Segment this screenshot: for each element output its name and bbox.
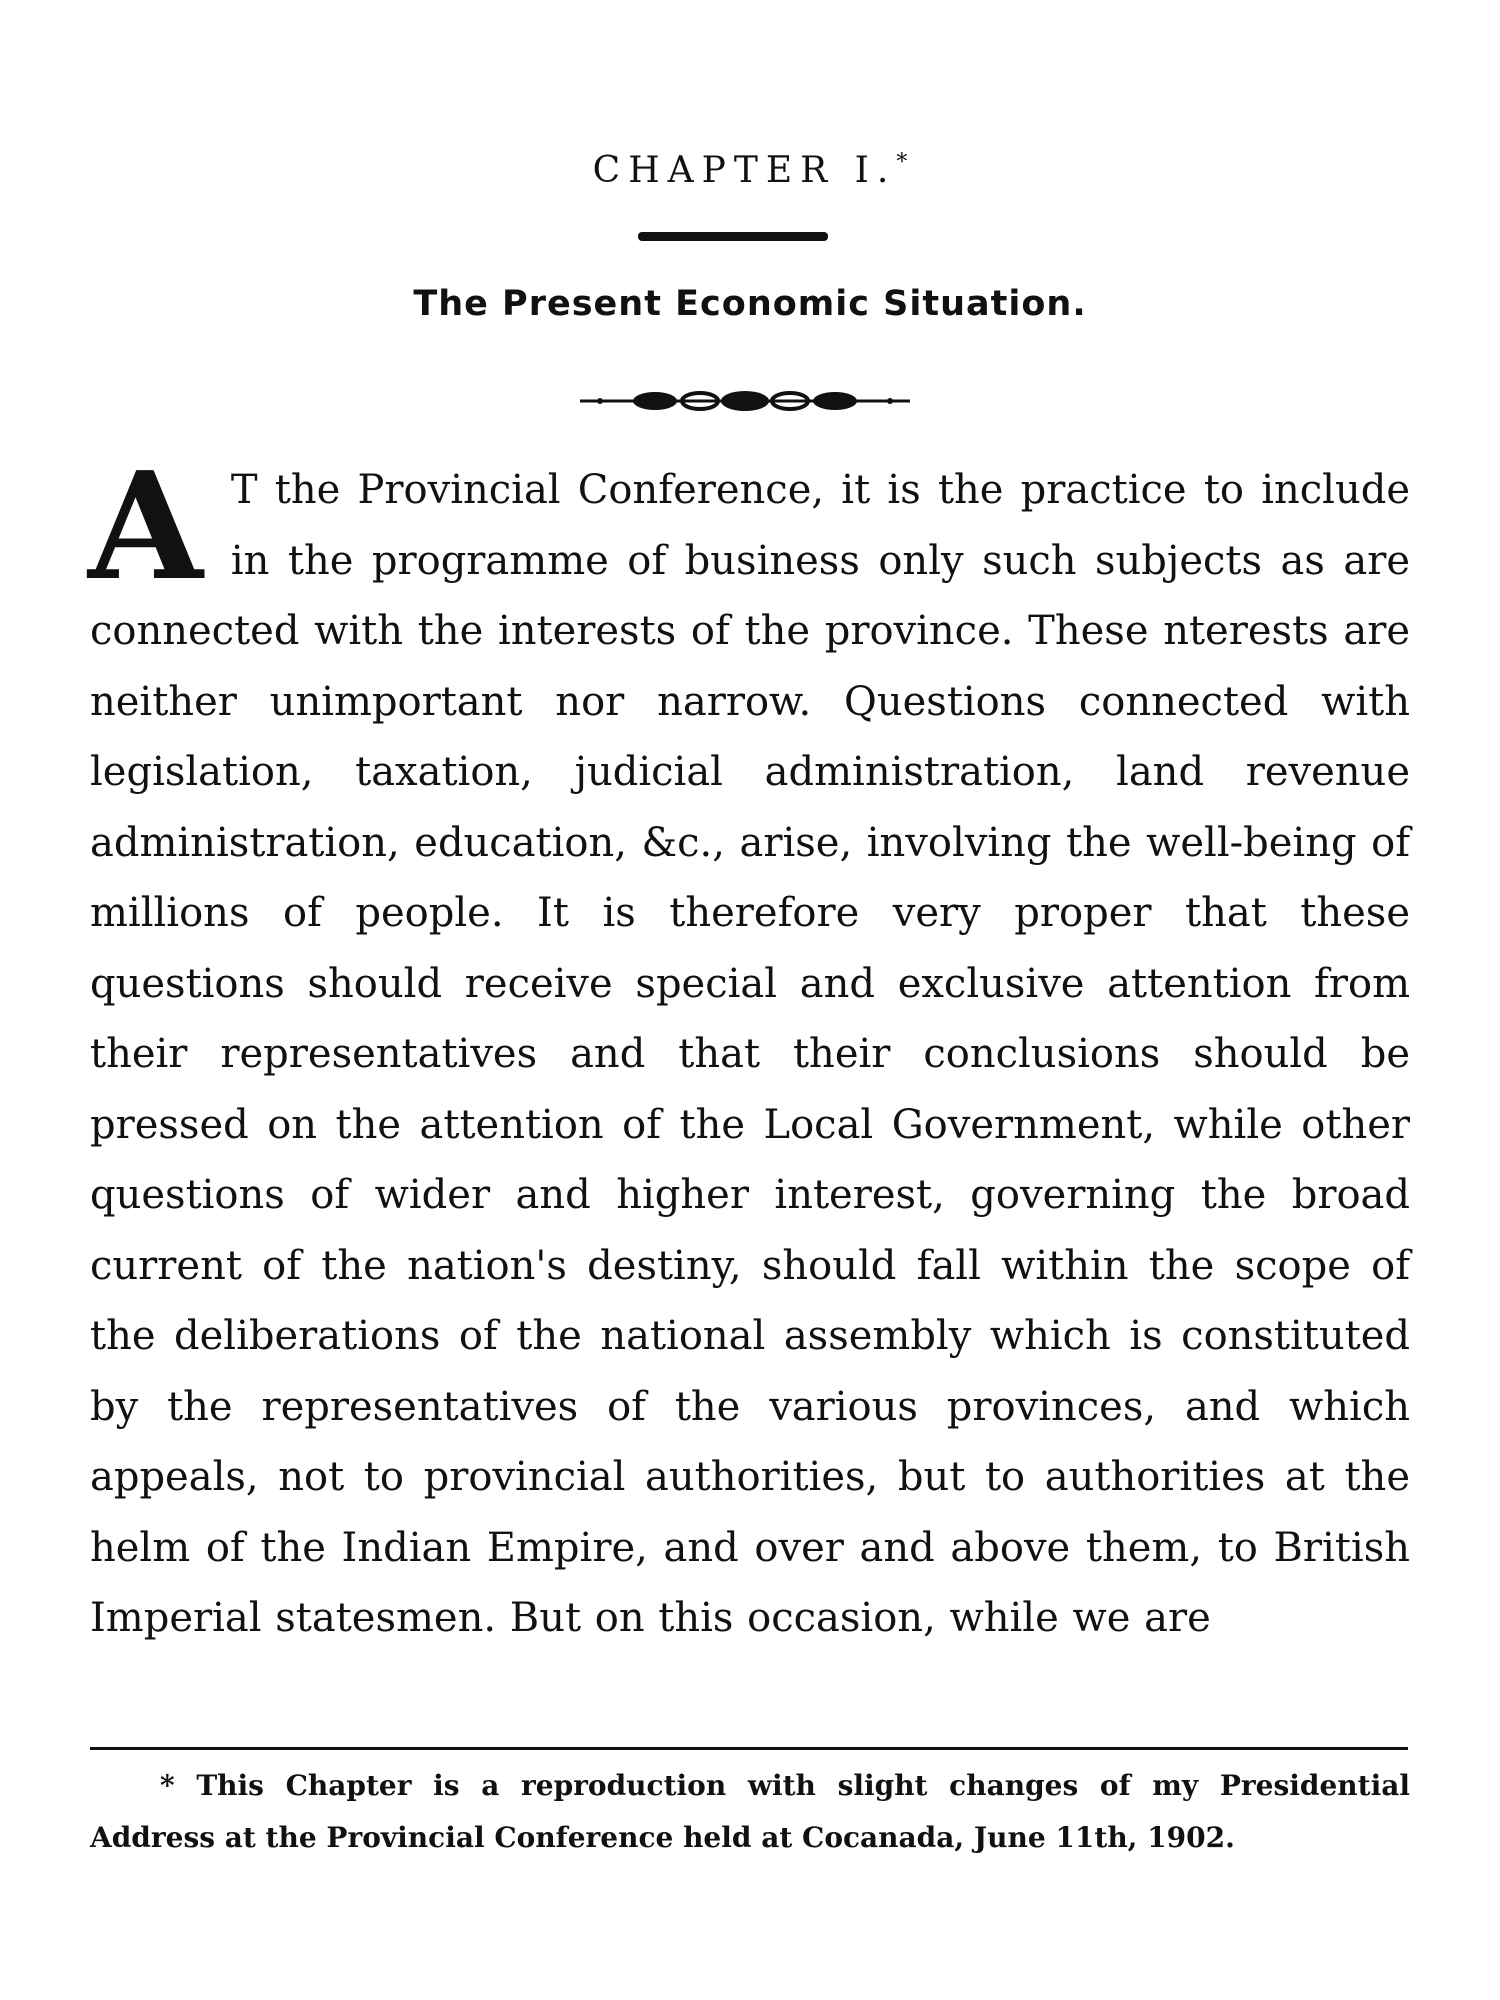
body-paragraph: [88, 439, 1410, 1654]
drop-cap: A: [88, 439, 203, 613]
ornament-divider: [580, 386, 910, 416]
heading-rule: [638, 232, 828, 241]
footnote: * This Chapter is a reproduction with slight changes of my Presidential Address at the Provincial Conference held at Cocanada, June 11th, 1902.: [90, 1769, 1410, 1854]
chapter-title: The Present Economic Situation.: [413, 284, 1087, 324]
body-text: T the Provincial Conference, it is the practice to include in the programme of business only such subjects as are connected with the interests of the province. These nterests are neither unimportant nor narrow. Questions connected with legislation, taxation, judicial administration, land revenue administration, education, &c., arise, involving the well-being of millions of people. It is therefore very proper that these questions should receive special and exclusive attention from their representatives and that their conclusions should be pressed on the attention of the Local Government, while other questions of wider and higher interest, governing the broad current of the nation's destiny, should fall within the scope of the deliberations of the national assembly which is constituted by the representatives of the various provinces, and which appeals, not to provincial authorities, but to authorities at the helm of the Indian Empire, and over and above them, to British Imperial statesmen. But on this occasion, while we are: [90, 467, 1410, 1641]
chapter-heading: [0, 150, 1500, 191]
footnote-marker: *: [896, 150, 908, 175]
chapter-heading-text: CHAPTER I.: [592, 150, 897, 191]
footnote-rule: [90, 1747, 1408, 1750]
